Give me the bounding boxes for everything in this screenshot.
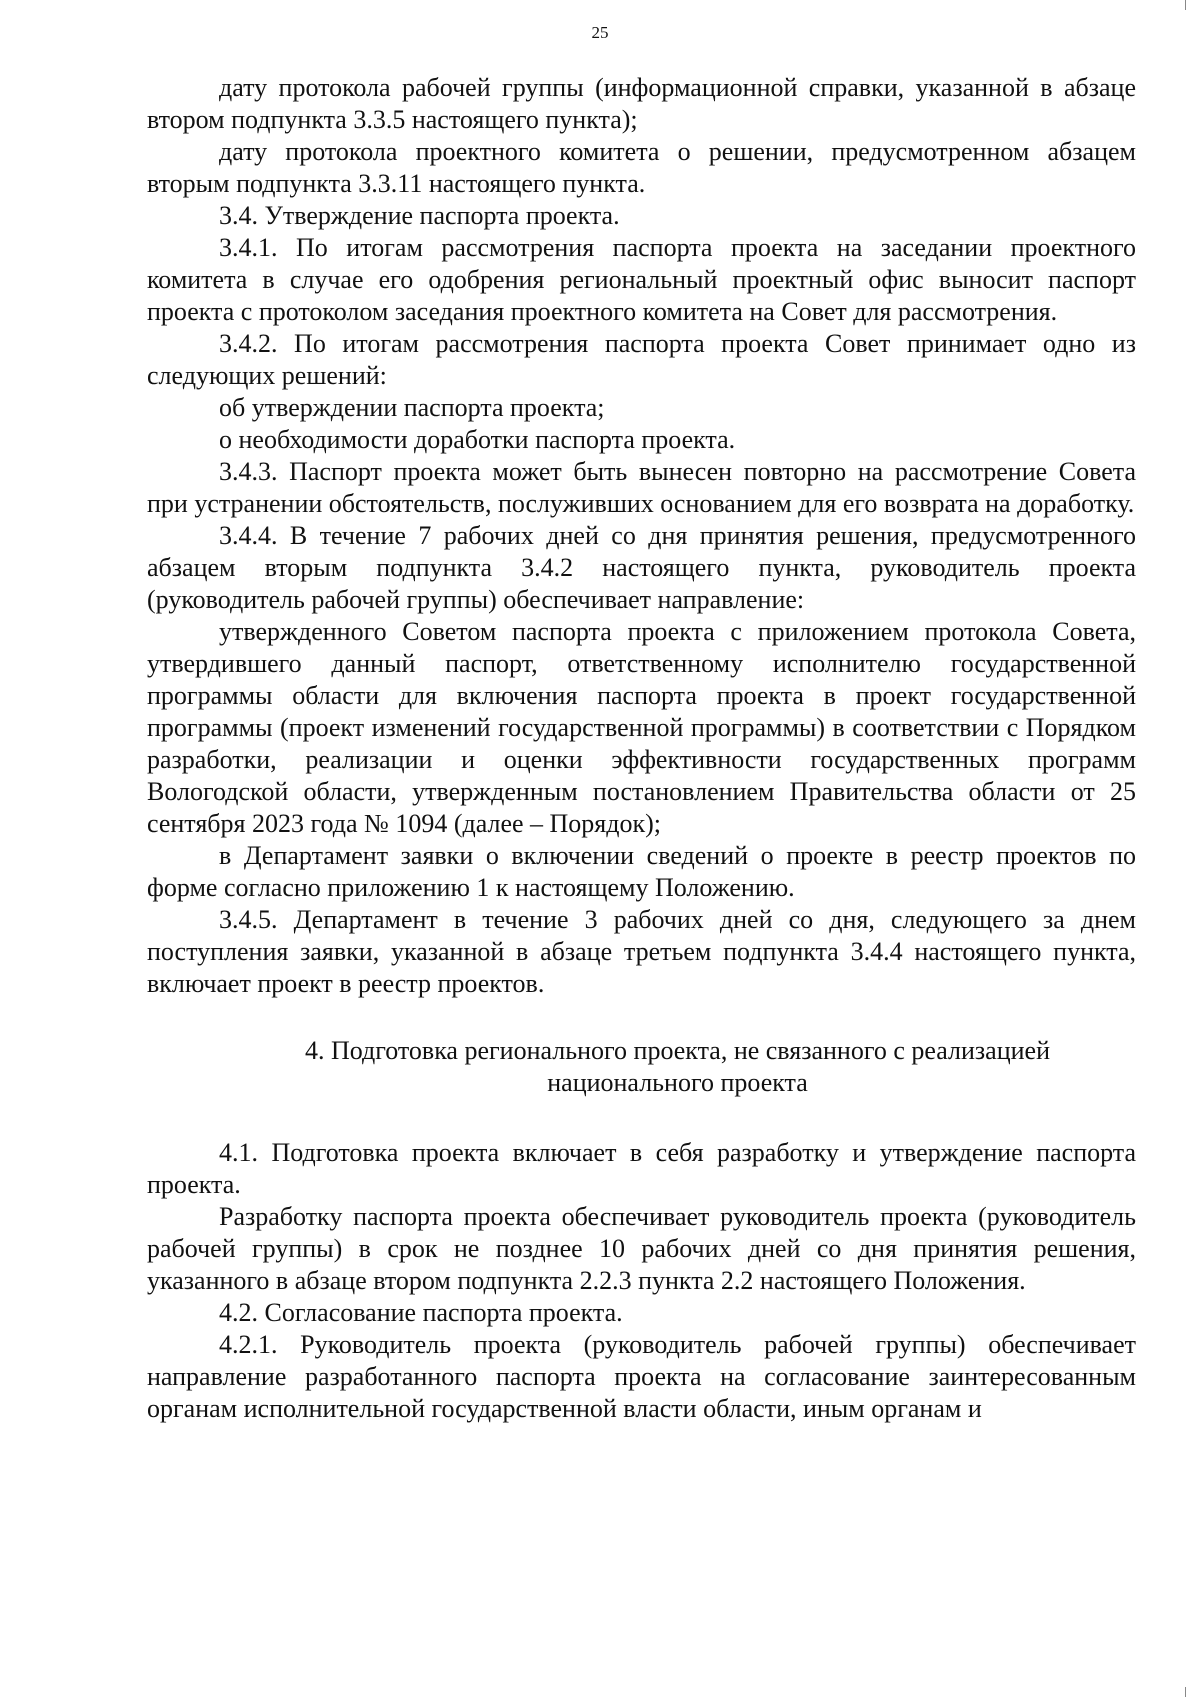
paragraph: 4.2.1. Руководитель проекта (руководитель рабочей группы) обеспечивает направление разработанного паспорта проекта на согласование заинтересованным органам исполнительной государственной власти области, иным органам и	[147, 1330, 1136, 1423]
paragraph: Разработку паспорта проекта обеспечивает руководитель проекта (руководитель рабочей группы) в срок не позднее 10 рабочих дней со дня принятия решения, указанного в абзаце втором подпункта 2.2.3 пункта 2.2 настоящего Положения.	[147, 1202, 1136, 1295]
paragraph: в Департамент заявки о включении сведений о проекте в реестр проектов по форме согласно приложению 1 к настоящему Положению.	[147, 841, 1136, 902]
paragraph: 3.4.4. В течение 7 рабочих дней со дня принятия решения, предусмотренного абзацем вторым подпункта 3.4.2 настоящего пункта, руководитель проекта (руководитель рабочей группы) обеспечивает направление:	[147, 521, 1136, 614]
paragraph: об утверждении паспорта проекта;	[219, 393, 605, 422]
paragraph: 3.4.1. По итогам рассмотрения паспорта проекта на заседании проектного комитета в случае его одобрения региональный проектный офис выносит паспорт проекта с протоколом заседания проектного комитета на Совет для рассмотрения.	[147, 233, 1136, 326]
section-heading	[147, 1035, 1136, 1099]
scan-edge-mark	[1185, 0, 1186, 10]
paragraph-heading: 3.4. Утверждение паспорта проекта.	[219, 201, 620, 230]
section-heading-line: национального проекта	[547, 1068, 808, 1097]
paragraph: дату протокола проектного комитета о решении, предусмотренном абзацем вторым подпункта 3.3.11 настоящего пункта.	[147, 137, 1136, 198]
document-body	[147, 72, 1136, 1425]
page-number: 25	[591, 23, 609, 42]
paragraph-heading: 4.2. Согласование паспорта проекта.	[219, 1298, 623, 1327]
paragraph: о необходимости доработки паспорта проекта.	[219, 425, 736, 454]
paragraph: 4.1. Подготовка проекта включает в себя разработку и утверждение паспорта проекта.	[147, 1138, 1136, 1199]
paragraph: дату протокола рабочей группы (информационной справки, указанной в абзаце втором подпункта 3.3.5 настоящего пункта);	[147, 73, 1136, 134]
paragraph: 3.4.5. Департамент в течение 3 рабочих дней со дня, следующего за днем поступления заявки, указанной в абзаце третьем подпункта 3.4.4 настоящего пункта, включает проект в реестр проектов.	[147, 905, 1136, 998]
scan-edge-mark	[1185, 1687, 1186, 1697]
section-heading-line: 4. Подготовка регионального проекта, не связанного с реализацией	[304, 1036, 1051, 1065]
paragraph: 3.4.2. По итогам рассмотрения паспорта проекта Совет принимает одно из следующих решений:	[147, 329, 1136, 390]
paragraph: 3.4.3. Паспорт проекта может быть вынесен повторно на рассмотрение Совета при устранении обстоятельств, послуживших основанием для его возврата на доработку.	[147, 457, 1136, 518]
paragraph: утвержденного Советом паспорта проекта с приложением протокола Совета, утвердившего данный паспорт, ответственному исполнителю государственной программы области для включения паспорта проекта в проект государственной программы (проект изменений государственной программы) в соответствии с Порядком разработки, реализации и оценки эффективности государственных программ Вологодской области, утвержденным постановлением Правительства области от 25 сентября 2023 года № 1094 (далее – Порядок);	[147, 617, 1136, 838]
